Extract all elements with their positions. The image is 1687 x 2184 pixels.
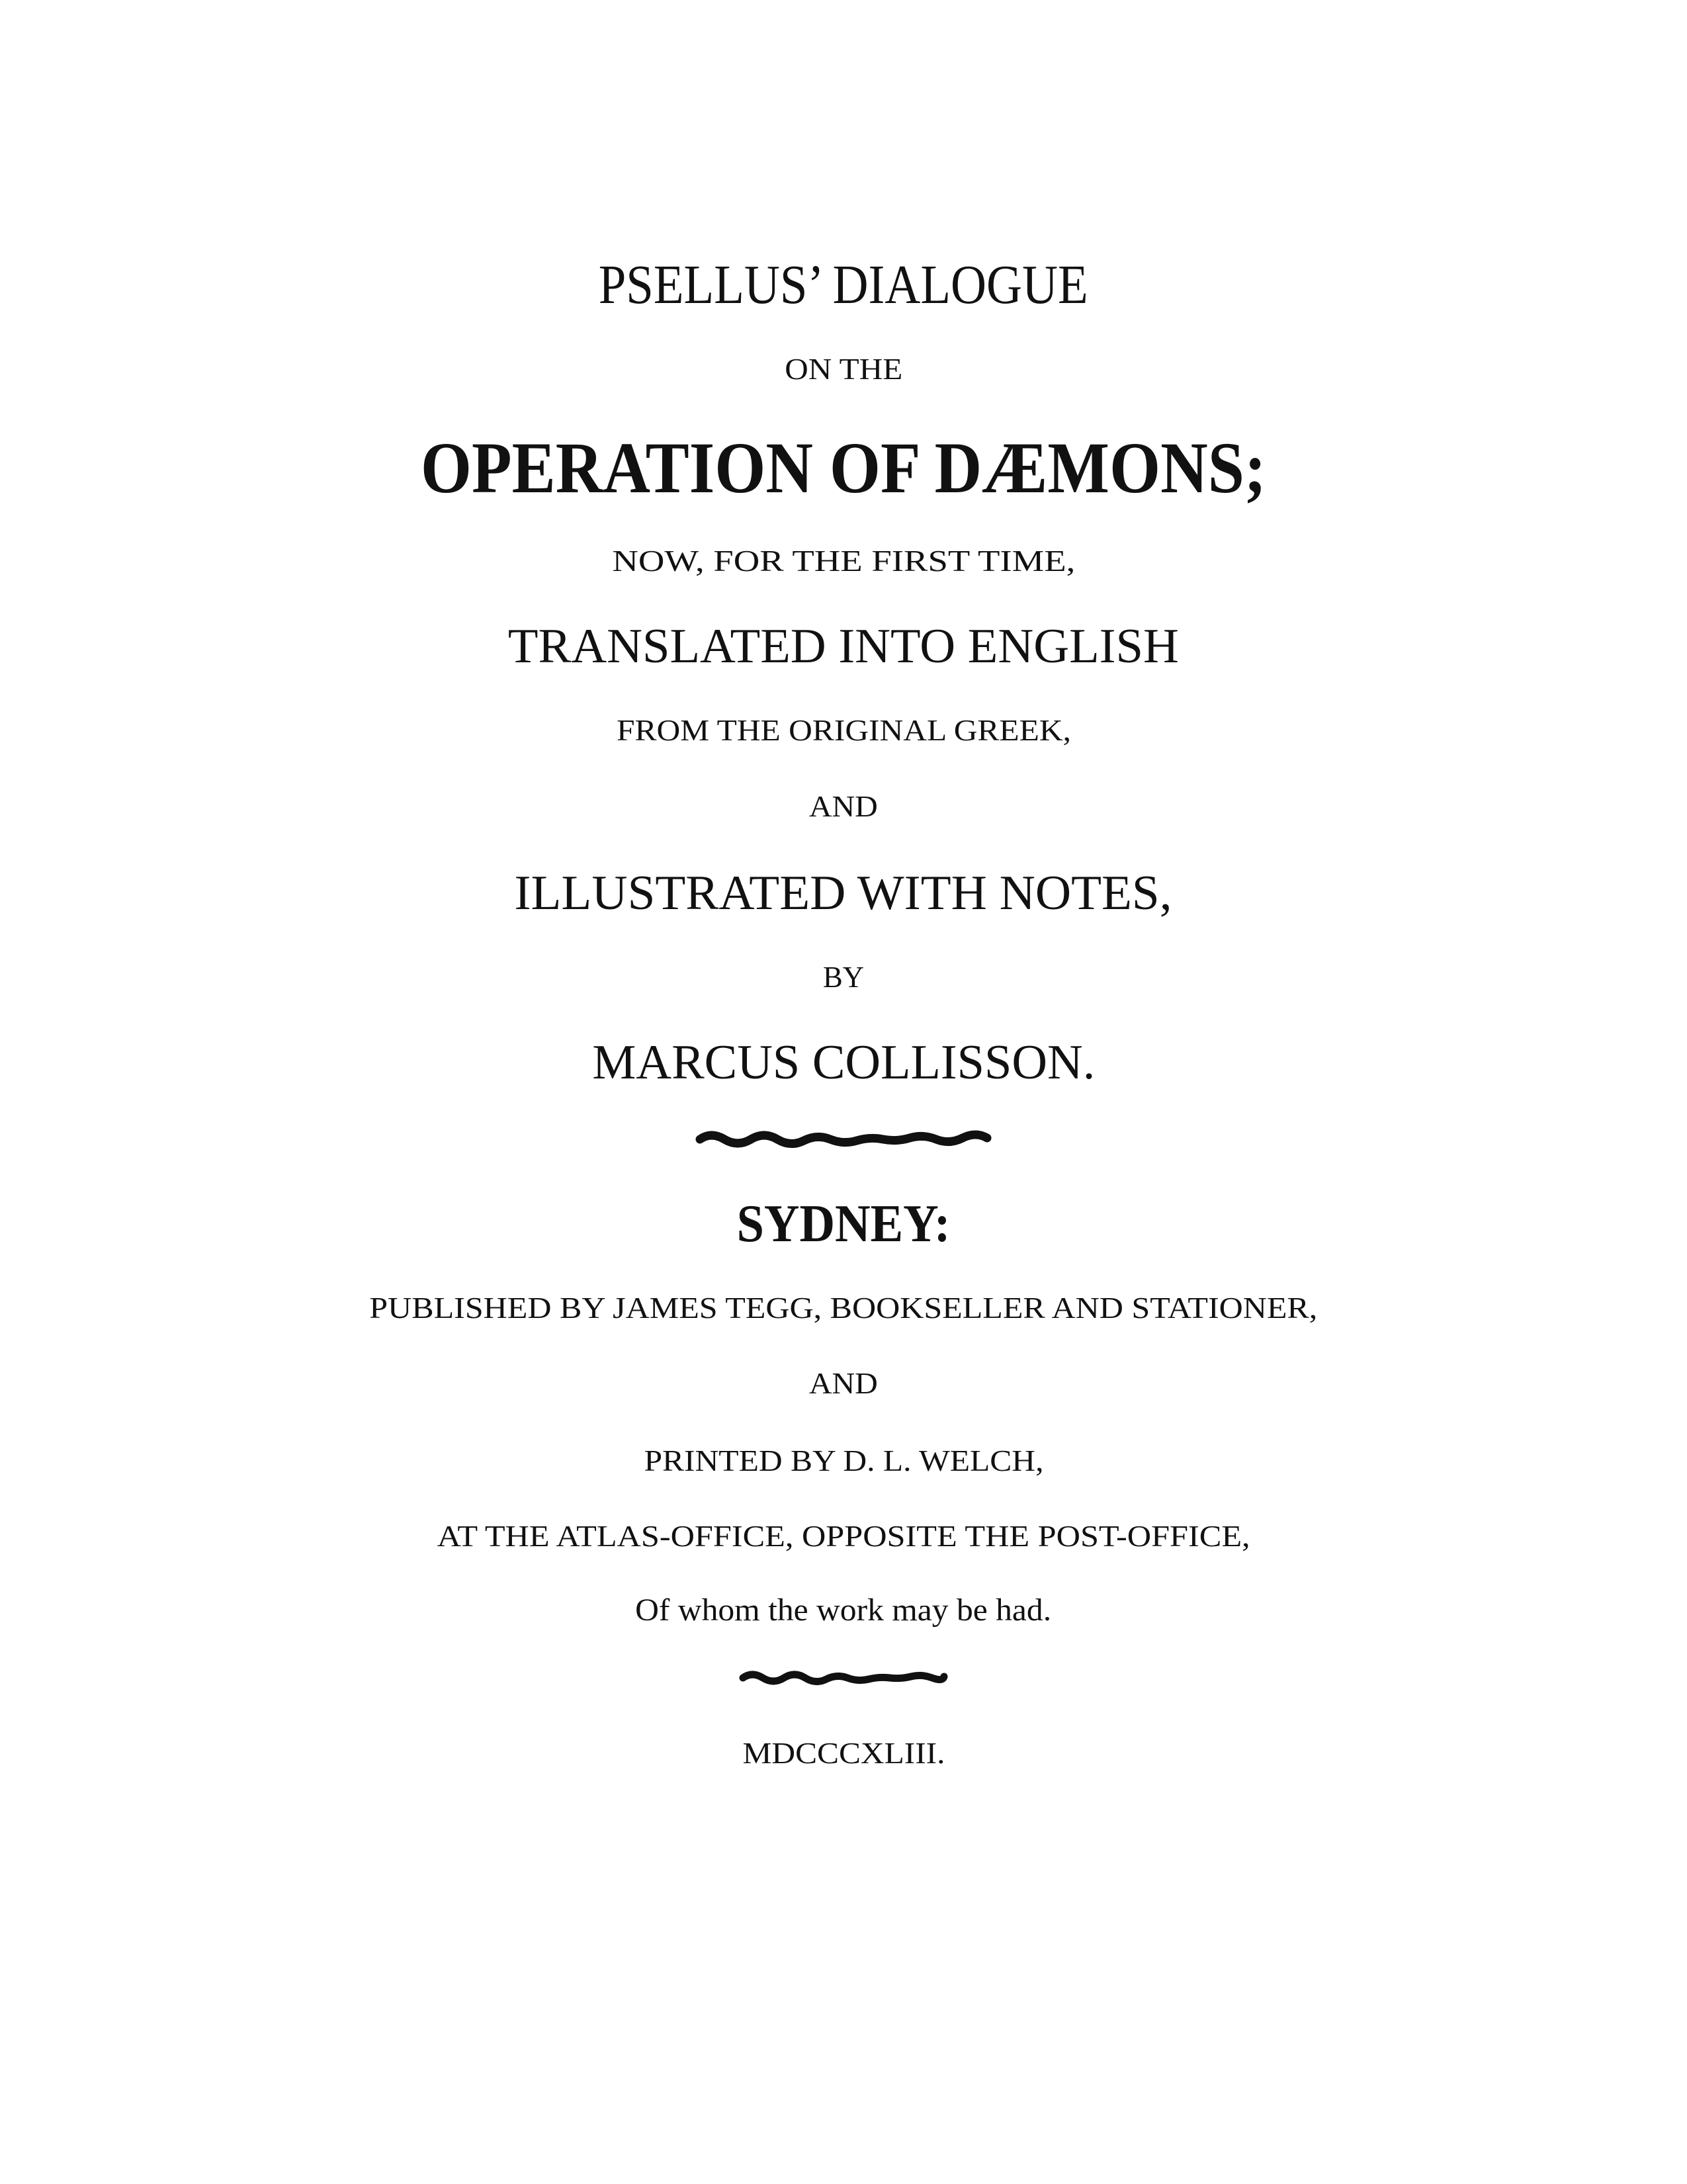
imprint-address: [0, 1521, 1687, 1551]
wavy-rule-ornament-small: [0, 1666, 1687, 1692]
text: ILLUSTRATED WITH NOTES,: [515, 866, 1172, 920]
text: SYDNEY:: [736, 1195, 951, 1253]
title-line-and: [0, 791, 1687, 822]
text: PSELLUS’ DIALOGUE: [598, 254, 1088, 316]
text: MDCCCXLIII.: [742, 1736, 945, 1770]
text: AND: [808, 789, 878, 823]
text: PRINTED BY D. L. WELCH,: [643, 1444, 1043, 1477]
text: BY: [823, 960, 864, 994]
text: Of whom the work may be had.: [635, 1593, 1052, 1628]
author-name: [0, 1035, 1687, 1090]
main-title: [0, 427, 1687, 508]
wavy-line-icon: [738, 1666, 949, 1688]
title-line-illustrated: [0, 866, 1687, 920]
imprint-printer: [0, 1446, 1687, 1476]
wavy-rule-ornament: [0, 1125, 1687, 1155]
text: NOW, FOR THE FIRST TIME,: [611, 544, 1075, 578]
wavy-line-icon: [695, 1125, 992, 1151]
text: AT THE ATLAS-OFFICE, OPPOSITE THE POST-OFFICE,: [437, 1519, 1250, 1553]
text: PUBLISHED BY JAMES TEGG, BOOKSELLER AND STATIONER,: [369, 1291, 1318, 1325]
title-line-psellus: [0, 254, 1687, 316]
title-line-greek: [0, 715, 1687, 746]
text: FROM THE ORIGINAL GREEK,: [616, 713, 1071, 747]
title-line-on-the: [0, 354, 1687, 384]
imprint-and: [0, 1368, 1687, 1399]
title-line-by: [0, 962, 1687, 992]
imprint-availability: [0, 1594, 1687, 1626]
imprint-year: [0, 1738, 1687, 1769]
text: TRANSLATED INTO ENGLISH: [507, 619, 1179, 674]
text: AND: [808, 1366, 878, 1400]
text: OPERATION OF DÆMONS;: [420, 427, 1266, 508]
title-line-first-time: [0, 546, 1687, 576]
text: MARCUS COLLISSON.: [592, 1035, 1095, 1090]
imprint-publisher: [0, 1293, 1687, 1323]
text: ON THE: [785, 352, 902, 386]
imprint-city: [0, 1195, 1687, 1253]
title-line-translated: [0, 619, 1687, 674]
